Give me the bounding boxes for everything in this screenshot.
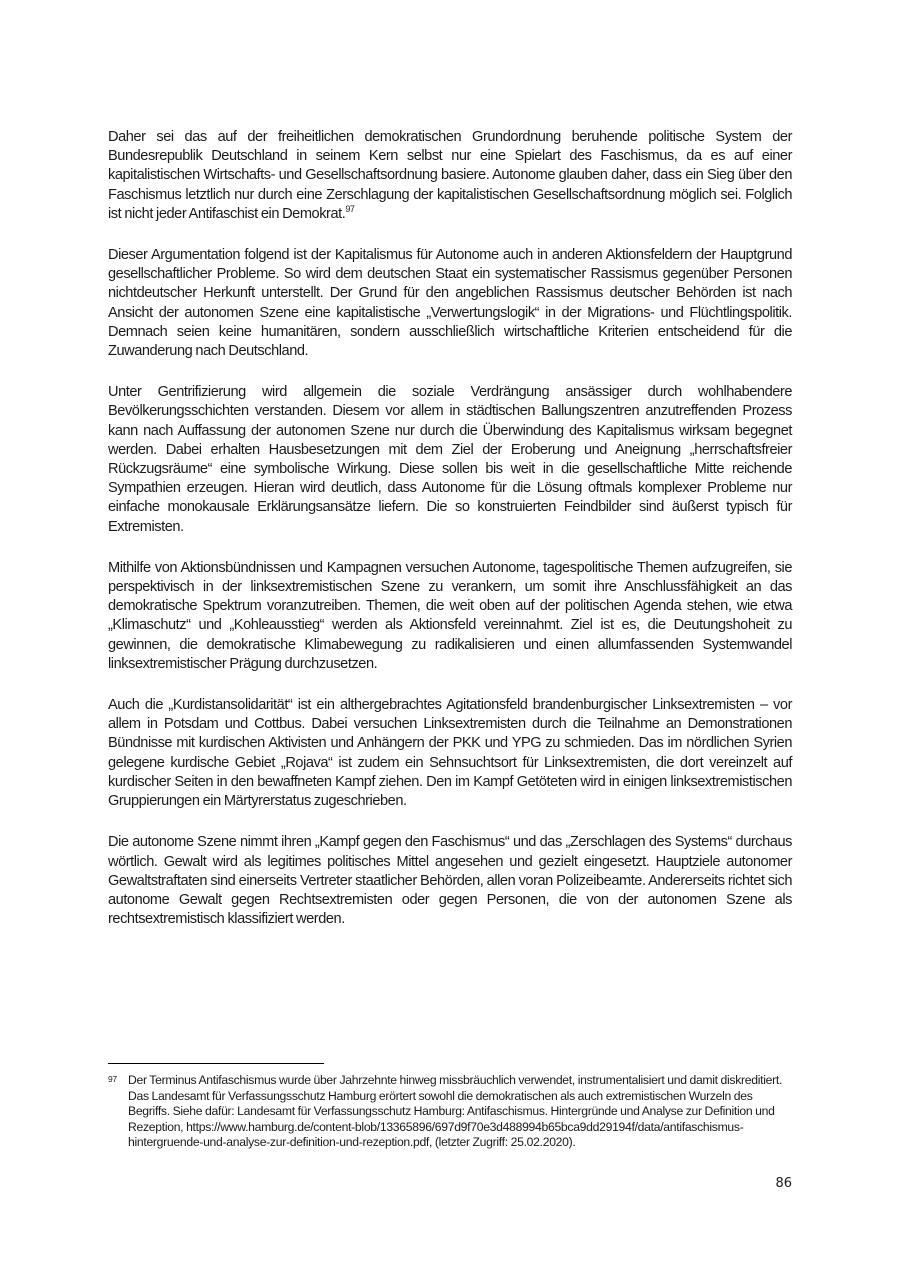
footnote-url-link[interactable]: https://www.hamburg.de/content-blob/13365896/697d9f70e3d488994b65bca9dd29194f/data/antifaschismus-hintergruende-und-analyse-zur-definition-und-rezeption.pdf bbox=[128, 1119, 744, 1150]
footnote-number: 97 bbox=[108, 1074, 117, 1084]
paragraph-1-text: Daher sei das auf der freiheitlichen demokratischen Grundordnung beruhende politische System der Bundesrepublik Deutschland in seinem Kern selbst nur eine Spielart des Faschismus, da es auf einer kapitalistischen Wirtschafts- und Gesellschaftsordnung basiere. Autonome glauben daher, dass ein Sieg über den Faschismus letztlich nur durch eine Zerschlagung der kapitalistischen Gesellschaftsordnung möglich sei. Folglich ist nicht jeder Antifaschist ein Demokrat. bbox=[108, 129, 792, 222]
paragraph-1 bbox=[108, 128, 792, 224]
footnote bbox=[108, 1073, 792, 1151]
paragraph-3: Unter Gentrifizierung wird allgemein die soziale Verdrängung ansässiger durch wohlhabendere Bevölkerungsschichten verstanden. Diesem vor allem in städtischen Ballungszentren anzutreffenden Prozess kann nach Auffassung der autonomen Szene nur durch die Überwindung des Kapitalismus wirksam begegnet werden. Dabei erhalten Hausbesetzungen mit dem Ziel der Eroberung und Aneignung „herrschaftsfreier Rückzugsräume“ eine symbolische Wirkung. Diese sollen bis weit in die gesellschaftliche Mitte reichende Sympathien erzeugen. Hieran wird deutlich, dass Autonome für die Lösung oftmals komplexer Probleme nur einfache monokausale Erklärungsansätze liefern. Die so konstruierten Feindbilder sind äußerst typisch für Extremisten. bbox=[108, 384, 792, 535]
page-number: 86 bbox=[775, 1176, 792, 1191]
footnote-access-date: , (letzter Zugriff: 25.02.2020). bbox=[429, 1135, 576, 1150]
footnote-separator bbox=[108, 1063, 324, 1064]
paragraph-2: Dieser Argumentation folgend ist der Kapitalismus für Autonome auch in anderen Aktionsfeldern der Hauptgrund gesellschaftlicher Probleme. So wird dem deutschen Staat ein systematischer Rassismus gegenüber Personen nichtdeutscher Herkunft unterstellt. Der Grund für den angeblichen Rassismus deutscher Behörden ist nach Ansicht der autonomen Szene eine kapitalistische „Verwertungslogik“ in der Migrations- und Flüchtlingspolitik. Demnach seien keine humanitären, sondern ausschließlich wirtschaftliche Kriterien entscheidend für die Zuwanderung nach Deutschland. bbox=[108, 247, 792, 360]
paragraph-4: Mithilfe von Aktionsbündnissen und Kampagnen versuchen Autonome, tagespolitische Themen aufzugreifen, sie perspektivisch in der linksextremistischen Szene zu verankern, um somit ihre Anschlussfähigkeit an das demokratische Spektrum voranzutreiben. Themen, die weit oben auf der politischen Agenda stehen, wie etwa „Klimaschutz“ und „Kohleausstieg“ werden als Aktionsfeld vereinnahmt. Ziel ist es, die Deutungshoheit zu gewinnen, die demokratische Klimabewegung zu radikalisieren und einen allumfassenden Systemwandel linksextremistischer Prägung durchzusetzen. bbox=[108, 559, 792, 672]
footnote-reference[interactable]: 97 bbox=[345, 203, 355, 214]
footnote-text bbox=[128, 1073, 792, 1151]
footnote-body: Der Terminus Antifaschismus wurde über Jahrzehnte hinweg missbräuchlich verwendet, instrumentalisiert und damit diskreditiert. Das Landesamt für Verfassungsschutz Hamburg erörtert sowohl die demokratischen als auch extremistischen Wurzeln des Begriffs. Siehe dafür: Landesamt für Verfassungsschutz Hamburg: Antifaschismus. Hintergründe und Analyse zur Definition und Rezeption, bbox=[128, 1073, 783, 1134]
paragraph-5: Auch die „Kurdistansolidarität“ ist ein althergebrachtes Agitationsfeld brandenburgischer Linksextremisten – vor allem in Potsdam und Cottbus. Dabei versuchen Linksextremisten durch die Teilnahme an Demonstrationen Bündnisse mit kurdischen Aktivisten und Anhängern der PKK und YPG zu schmieden. Das im nördlichen Syrien gelegene kurdische Gebiet „Rojava“ ist zudem ein Sehnsuchtsort für Linksextremisten, die dort vereinzelt auf kurdischer Seiten in den bewaffneten Kampf ziehen. Den im Kampf Getöteten wird in einigen linksextremistischen Gruppierungen ein Märtyrerstatus zugeschrieben. bbox=[108, 697, 792, 810]
body-text bbox=[108, 128, 792, 951]
paragraph-6: Die autonome Szene nimmt ihren „Kampf gegen den Faschismus“ und das „Zerschlagen des Systems“ durchaus wörtlich. Gewalt wird als legitimes politisches Mittel angesehen und gezielt eingesetzt. Hauptziele autonomer Gewaltstraftaten sind einerseits Vertreter staatlicher Behörden, allen voran Polizeibeamte. Andererseits richtet sich autonome Gewalt gegen Rechtsextremisten oder gegen Personen, die von der autonomen Szene als rechtsextremistisch klassifiziert werden. bbox=[108, 834, 792, 928]
